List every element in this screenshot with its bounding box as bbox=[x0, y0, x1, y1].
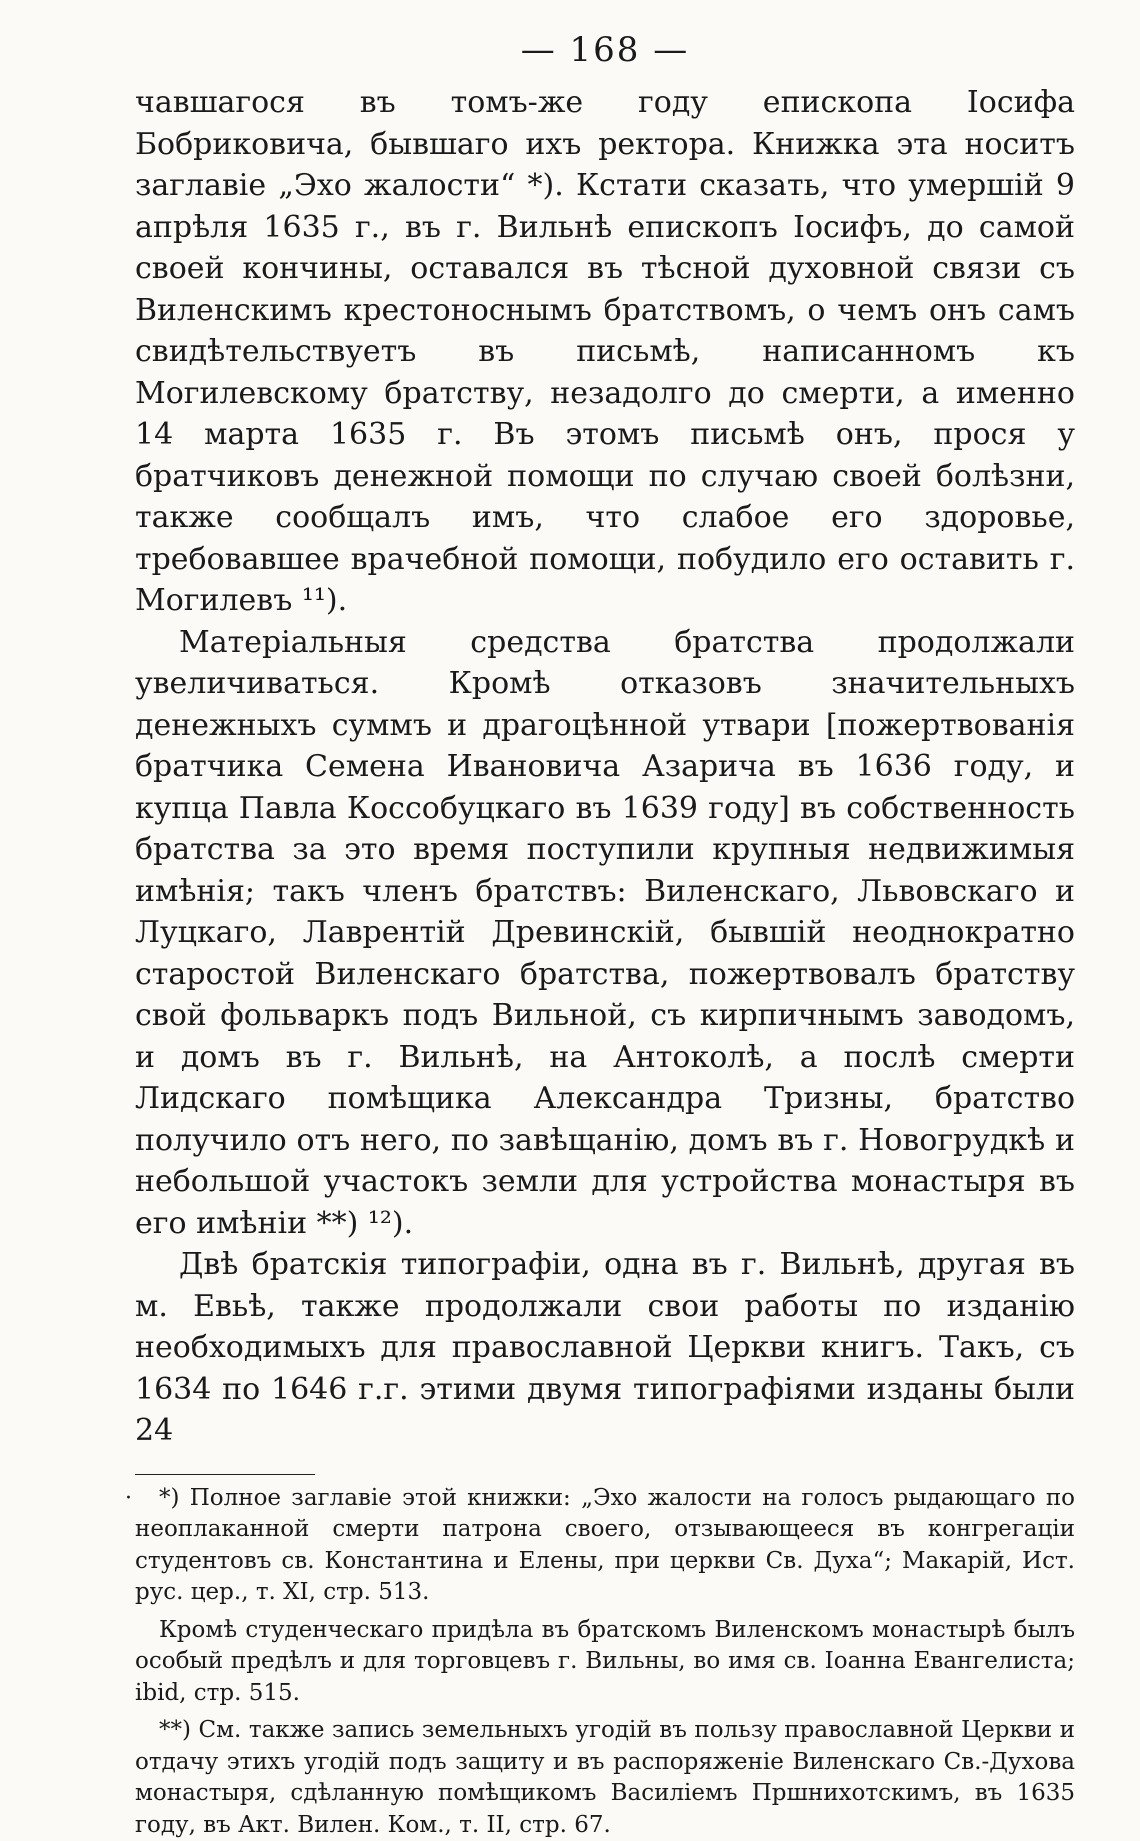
paragraph-brotherhood-property: Матеріальныя средства братства продолжали увеличиваться. Кромѣ отказовъ значительныхъ денежныхъ суммъ и драгоцѣнной утвари [пожертвованія братчика Семена Ивановича Азарича въ 1636 году, и купца Павла Коссобуцкаго въ 1639 году] въ собственность братства за это время поступили крупныя недвижимыя имѣнія; такъ членъ братствъ: Виленскаго, Львовскаго и Луцкаго, Лаврентій Древинскій, бывшій неоднократно старостой Виленскаго братства, пожертвовалъ братству свой фольваркъ подъ Вильной, съ кирпичнымъ заводомъ, и домъ въ г. Вильнѣ, на Антоколѣ, а послѣ смерти Лидскаго помѣщика Александра Тризны, братство получило отъ него, по завѣщанію, домъ въ г. Новогрудкѣ и небольшой участокъ земли для устройства монастыря въ его имѣніи **) ¹²). bbox=[135, 622, 1075, 1245]
footnotes bbox=[135, 1483, 1075, 1841]
footnote-bullet: · bbox=[101, 1483, 132, 1515]
footnote-2: **) См. также запись земельныхъ угодій въ пользу православной Церкви и отдачу этихъ угодій подъ защиту и въ распоряженіе Виленскаго Св.-Духова монастыря, сдѣланную помѣщикомъ Василіемъ Пршнихотскимъ, въ 1635 году, въ Акт. Вилен. Ком., т. II, стр. 67. bbox=[135, 1715, 1075, 1841]
paragraph-continuation: чавшагося въ томъ-же году епископа Іосифа Бобриковича, бывшаго ихъ ректора. Книжка эта носитъ заглавіе „Эхо жалости“ *). Кстати сказать, что умершій 9 апрѣля 1635 г., въ г. Вильнѣ епископъ Іосифъ, до самой своей кончины, оставался въ тѣсной духовной связи съ Виленскимъ крестоноснымъ братствомъ, о чемъ онъ самъ свидѣтельствуетъ въ письмѣ, написанномъ къ Могилевскому братству, незадолго до смерти, а именно 14 марта 1635 г. Въ этомъ письмѣ онъ, прося у братчиковъ денежной помощи по случаю своей болѣзни, также сообщалъ имъ, что слабое его здоровье, требовавшее врачебной помощи, побудило его оставить г. Могилевъ ¹¹). bbox=[135, 82, 1075, 622]
paragraph-printing-houses: Двѣ братскія типографіи, одна въ г. Вильнѣ, другая въ м. Евьѣ, также продолжали свои работы по изданію необходимыхъ для православной Церкви книгъ. Такъ, съ 1634 по 1646 г.г. этими двумя типографіями изданы были 24 bbox=[135, 1244, 1075, 1452]
book-page bbox=[135, 30, 1075, 1770]
footnote-divider bbox=[135, 1474, 315, 1475]
footnote-1-continuation: Кромѣ студенческаго придѣла въ братскомъ Виленскомъ монастырѣ былъ особый предѣлъ и для торговцевъ г. Вильны, во имя св. Іоанна Евангелиста; ibid, стр. 515. bbox=[135, 1615, 1075, 1710]
main-text bbox=[135, 82, 1075, 1452]
page-number: — 168 — bbox=[135, 30, 1075, 70]
footnote-1-text: *) Полное заглавіе этой книжки: „Эхо жалости на голосъ рыдающаго по неоплаканной смерти патрона своего, отзывающееся въ конгрегаціи студентовъ св. Константина и Елены, при церкви Св. Духа“; Макарій, Ист. рус. цер., т. XI, стр. 513. bbox=[135, 1485, 1075, 1606]
footnote-1 bbox=[135, 1483, 1075, 1609]
